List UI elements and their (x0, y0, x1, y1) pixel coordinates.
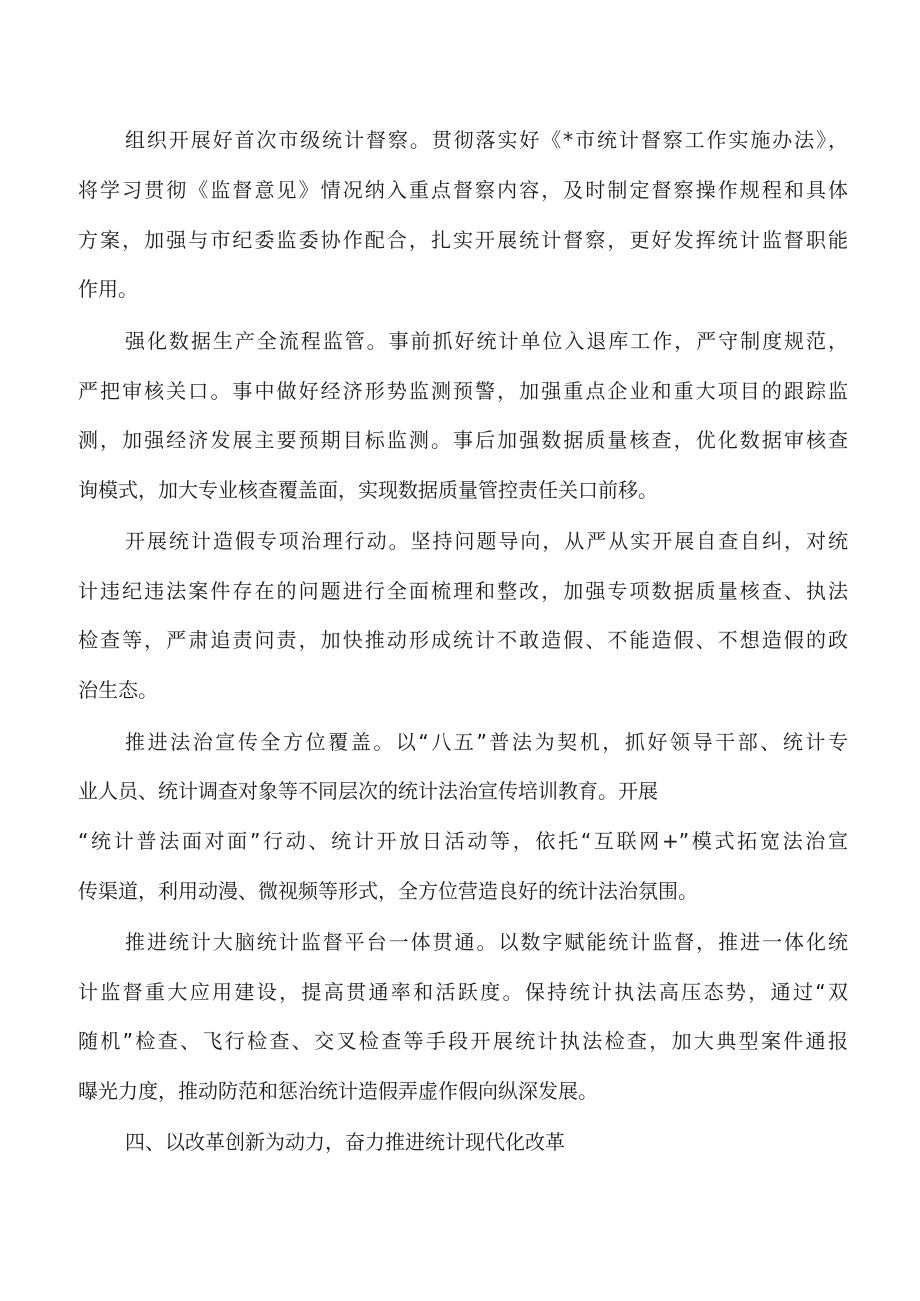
paragraph-5-line-2: 计监督重大应用建设，提高贯通率和活跃度。保持统计执法高压态势，通过“双 (78, 980, 848, 1004)
paragraph-1-line-3: 方案，加强与市纪委监委协作配合，扎实开展统计督察，更好发挥统计监督职能 (78, 228, 848, 252)
paragraph-1-line-1: 组织开展好首次市级统计督察。贯彻落实好《*市统计督察工作实施办法》， (125, 128, 848, 152)
paragraph-3-line-4: 治生态。 (78, 678, 158, 702)
paragraph-5-line-1: 推进统计大脑统计监督平台一体贯通。以数字赋能统计监督，推进一体化统 (125, 930, 848, 954)
paragraph-4-line-1: 推进法治宣传全方位覆盖。以“八五”普法为契机，抓好领导干部、统计专 (125, 730, 848, 754)
paragraph-2-line-3: 测，加强经济发展主要预期目标监测。事后加强数据质量核查，优化数据审核查 (78, 428, 848, 452)
paragraph-5-line-3: 随机”检查、飞行检查、交叉检查等手段开展统计执法检查，加大典型案件通报 (78, 1029, 848, 1053)
paragraph-2-line-2: 严把审核关口。事中做好经济形势监测预警，加强重点企业和重大项目的跟踪监 (78, 379, 848, 403)
paragraph-4-line-4: 传渠道，利用动漫、微视频等形式，全方位营造良好的统计法治氛围。 (78, 879, 698, 903)
paragraph-4-line-2: 业人员、统计调查对象等不同层次的统计法治宣传培训教育。开展 (78, 779, 658, 803)
section-four-heading: 四、以改革创新为动力，奋力推进统计现代化改革 (125, 1130, 565, 1154)
paragraph-3-line-3: 检查等，严肃追责问责，加快推动形成统计不敢造假、不能造假、不想造假的政 (78, 628, 848, 652)
paragraph-4-line-3: “统计普法面对面”行动、统计开放日活动等，依托“互联网+”模式拓宽法治宣 (78, 829, 848, 853)
paragraph-5-line-4: 曝光力度，推动防范和惩治统计造假弄虚作假向纵深发展。 (78, 1079, 598, 1103)
paragraph-2-line-4: 询模式，加大专业核查覆盖面，实现数据质量管控责任关口前移。 (78, 478, 658, 502)
paragraph-3-line-2: 计违纪违法案件存在的问题进行全面梳理和整改，加强专项数据质量核查、执法 (78, 579, 848, 603)
paragraph-1-line-2: 将学习贯彻《监督意见》情况纳入重点督察内容，及时制定督察操作规程和具体 (78, 178, 848, 202)
paragraph-2-line-1: 强化数据生产全流程监管。事前抓好统计单位入退库工作，严守制度规范， (125, 329, 848, 353)
paragraph-3-line-1: 开展统计造假专项治理行动。坚持问题导向，从严从实开展自查自纠，对统 (125, 529, 848, 553)
paragraph-1-line-4: 作用。 (78, 277, 138, 301)
